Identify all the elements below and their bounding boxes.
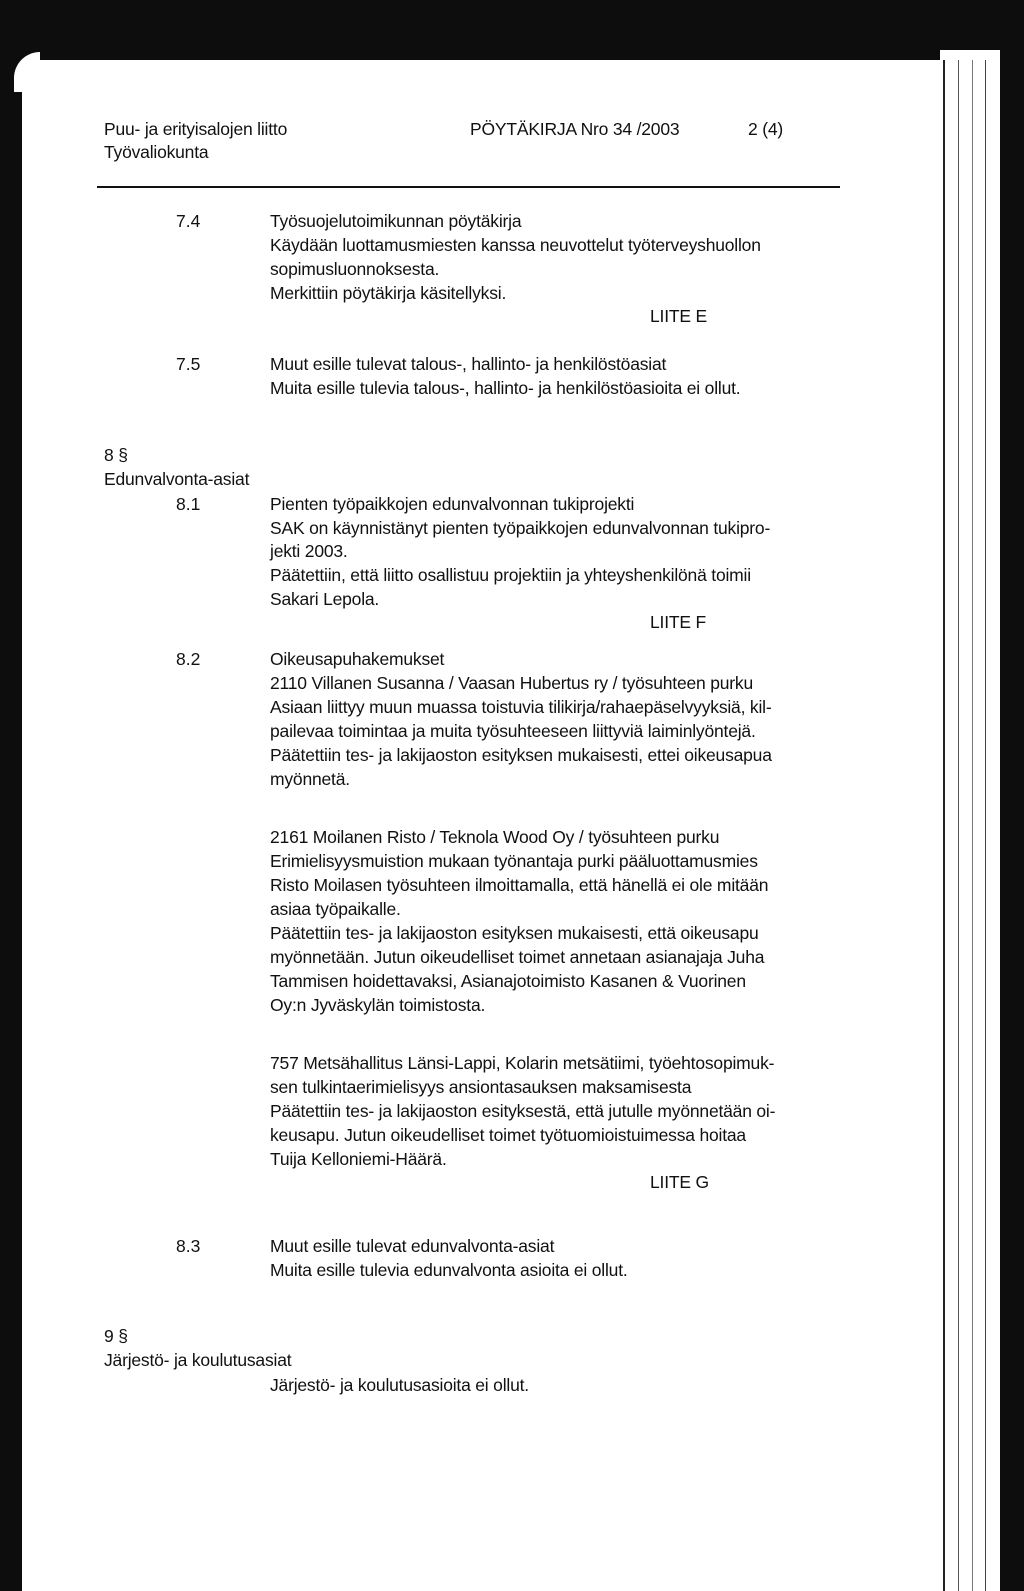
item-title: Oikeusapuhakemukset [270,649,445,669]
case-text: Päätettiin tes- ja lakijaoston esityksen mukaisesti, ettei oikeusapua [270,745,772,765]
scan-border-right [1000,0,1024,1591]
item-text: Käydään luottamusmiesten kanssa neuvottelut työterveyshuollon [270,235,761,255]
page-edge-line [985,60,986,1591]
item-title: Työsuojelutoimikunnan pöytäkirja [270,211,522,231]
section-heading: Järjestö- ja koulutusasiat [104,1350,292,1370]
appendix-label: LIITE E [650,306,707,326]
item-text: Muita esille tulevia edunvalvonta asioita ei ollut. [270,1260,628,1280]
page-edge-line [943,60,945,1591]
appendix-label: LIITE F [650,612,706,632]
scan-border-left [0,0,22,1591]
item-title: Muut esille tulevat edunvalvonta-asiat [270,1236,555,1256]
page-edge-line [972,60,973,1591]
case-text: 2110 Villanen Susanna / Vaasan Hubertus ry / työsuhteen purku [270,673,753,693]
appendix-label: LIITE G [650,1172,709,1192]
header-page-number: 2 (4) [748,119,783,139]
case-text: Päätettiin tes- ja lakijaoston esityksen mukaisesti, että oikeusapu [270,923,759,943]
section-text: Järjestö- ja koulutusasioita ei ollut. [270,1375,529,1395]
case-text: Tuija Kelloniemi-Häärä. [270,1149,447,1169]
case-text: 757 Metsähallitus Länsi-Lappi, Kolarin metsätiimi, työehtosopimuk- [270,1053,775,1073]
section-number: 8 § [104,445,128,465]
item-text: jekti 2003. [270,541,348,561]
section-heading: Edunvalvonta-asiat [104,469,250,489]
header-org: Puu- ja erityisalojen liitto [104,119,288,139]
item-title: Pienten työpaikkojen edunvalvonnan tukiprojekti [270,494,635,514]
item-title: Muut esille tulevat talous-, hallinto- ja henkilöstöasiat [270,354,667,374]
case-text: pailevaa toimintaa ja muita työsuhteeseen liittyviä laiminlyöntejä. [270,721,756,741]
case-text: Tammisen hoidettavaksi, Asianajotoimisto Kasanen & Vuorinen [270,971,746,991]
item-text: SAK on käynnistänyt pienten työpaikkojen edunvalvonnan tukipro- [270,518,771,538]
case-text: asiaa työpaikalle. [270,899,401,919]
case-text: 2161 Moilanen Risto / Teknola Wood Oy / työsuhteen purku [270,827,720,847]
case-text: Päätettiin tes- ja lakijaoston esityksestä, että jutulle myönnetään oi- [270,1101,776,1121]
item-number: 8.1 [176,494,201,514]
case-text: Risto Moilasen työsuhteen ilmoittamalla, että hänellä ei ole mitään [270,875,769,895]
item-text: sopimusluonnoksesta. [270,259,440,279]
item-text: Muita esille tulevia talous-, hallinto- ja henkilöstöasioita ei ollut. [270,378,741,398]
item-text: Merkittiin pöytäkirja käsitellyksi. [270,283,507,303]
case-text: Oy:n Jyväskylän toimistosta. [270,995,486,1015]
item-number: 8.3 [176,1236,201,1256]
item-number: 7.4 [176,211,201,231]
case-text: Erimielisyysmuistion mukaan työnantaja purki pääluottamusmies [270,851,758,871]
scan-border-top [0,0,1024,60]
item-number: 8.2 [176,649,201,669]
item-text: Sakari Lepola. [270,589,380,609]
header-doc-title: PÖYTÄKIRJA Nro 34 /2003 [470,119,680,139]
case-text: myönnetä. [270,769,350,789]
case-text: sen tulkintaerimielisyys ansiontasauksen maksamisesta [270,1077,692,1097]
case-text: keusapu. Jutun oikeudelliset toimet työtuomioistuimessa hoitaa [270,1125,746,1145]
header-divider [97,186,840,188]
section-number: 9 § [104,1326,128,1346]
item-text: Päätettiin, että liitto osallistuu projektiin ja yhteyshenkilönä toimii [270,565,751,585]
case-text: Asiaan liittyy muun muassa toistuvia tilikirja/rahaepäselvyyksiä, kil- [270,697,772,717]
item-number: 7.5 [176,354,201,374]
page-edge-line [958,60,959,1591]
header-committee: Työvaliokunta [104,142,209,162]
case-text: myönnetään. Jutun oikeudelliset toimet annetaan asianajaja Juha [270,947,765,967]
